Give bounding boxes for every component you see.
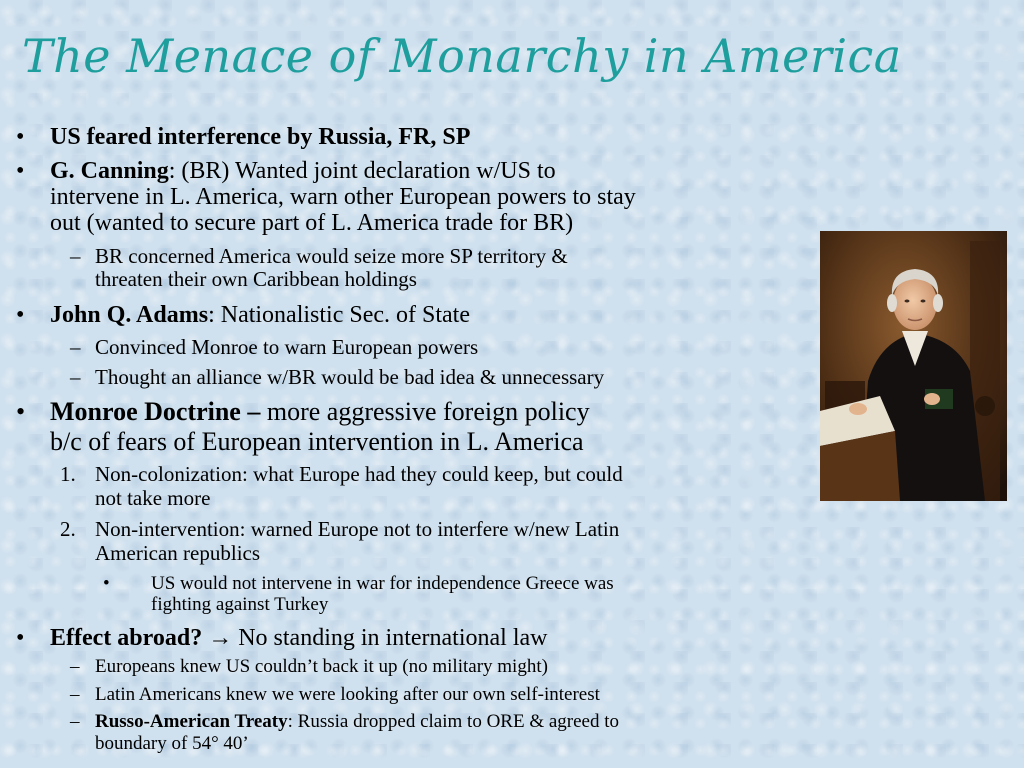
bullet-text-rest: No standing in international law (238, 625, 548, 651)
dash-marker: – (70, 365, 81, 389)
sub-bullet-text: Thought an alliance w/BR would be bad idea & unnecessary (95, 365, 605, 389)
sub-bullet-text: BR concerned America would seize more SP territory & (95, 244, 568, 268)
bullet-text-bold: G. Canning (50, 158, 169, 184)
bullet-marker: • (16, 302, 25, 328)
sub-bullet-text-cont: threaten their own Caribbean holdings (95, 267, 417, 291)
portrait-image (820, 231, 1007, 501)
sub-bullet-text-rest: : Russia dropped claim to ORE & agreed to (287, 711, 620, 732)
dash-marker: – (70, 244, 81, 268)
number-marker: 1. (60, 462, 76, 486)
bullet-text (50, 124, 470, 150)
numbered-text-cont: not take more (95, 486, 211, 510)
bullet-marker: • (16, 124, 25, 150)
sub-bullet-text: Europeans knew US couldn’t back it up (no military might) (95, 656, 548, 677)
sub-sub-bullet-text: US would not intervene in war for independence Greece was (151, 573, 614, 594)
bullet-marker: • (16, 397, 26, 426)
bullet-text-cont: b/c of fears of European intervention in L. America (50, 427, 584, 456)
dash-marker: – (70, 684, 80, 705)
bullet-marker: • (16, 158, 25, 184)
dash-marker: – (70, 656, 80, 677)
bullet-marker-small: • (103, 573, 110, 594)
bullet-text-rest: more aggressive foreign policy (260, 397, 590, 426)
bullet-text-dash: – (240, 397, 261, 426)
bullet-text-bold: Effect abroad? (50, 625, 203, 651)
bullet-text-bold: Monroe Doctrine (50, 397, 241, 426)
sub-bullet-text-cont: boundary of 54° 40’ (95, 733, 249, 754)
right-arrow-icon: → (208, 625, 233, 651)
numbered-text: Non-colonization: what Europe had they could keep, but could (95, 462, 623, 486)
bullet-text-rest: : (BR) Wanted joint declaration w/US to (168, 158, 556, 184)
number-marker: 2. (60, 517, 76, 541)
dash-marker: – (70, 711, 80, 732)
bullet-text-bold: John Q. Adams (50, 302, 209, 328)
sub-bullet-text-bold: Russo-American Treaty (95, 711, 288, 732)
bullet-text-cont: out (wanted to secure part of L. America trade for BR) (50, 210, 574, 236)
numbered-text-cont: American republics (95, 541, 261, 565)
bullet-text (50, 158, 556, 184)
numbered-text: Non-intervention: warned Europe not to interfere w/new Latin (95, 517, 620, 541)
bullet-text (50, 625, 547, 651)
bullet-text (50, 302, 470, 328)
sub-bullet-text: Latin Americans knew we were looking after our own self-interest (95, 684, 600, 705)
sub-bullet-text: Convinced Monroe to warn European powers (95, 335, 479, 359)
bullet-text-cont: intervene in L. America, warn other European powers to stay (50, 184, 636, 210)
bullet-text (50, 397, 590, 427)
bullet-marker: • (16, 625, 25, 651)
slide-title: The Menace of Monarchy in America (22, 29, 902, 83)
sub-sub-bullet-text-cont: fighting against Turkey (151, 594, 329, 615)
bullet-text-bold: US feared interference by Russia, FR, SP (50, 124, 471, 150)
sub-bullet-text (95, 711, 619, 732)
bullet-text-rest: : Nationalistic Sec. of State (208, 302, 470, 328)
dash-marker: – (70, 335, 81, 359)
